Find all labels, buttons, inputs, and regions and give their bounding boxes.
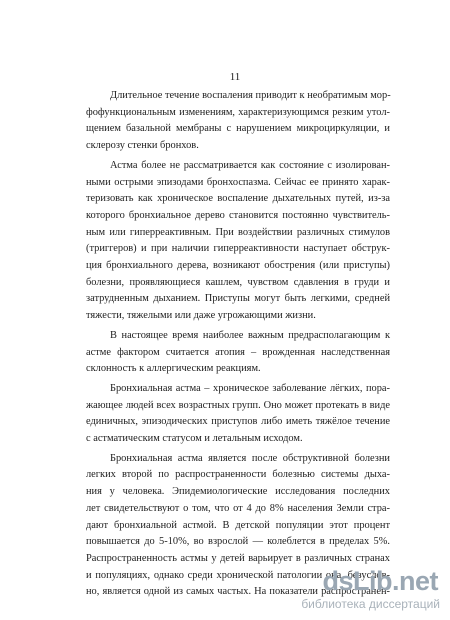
text-line: склонность к аллергическим реакциям. [86,363,261,375]
watermark-logo-text: dsLib.net [322,566,438,596]
paragraph [86,88,390,155]
watermark-logo [323,566,439,596]
text-line: склерозу стенки бронхов. [86,140,199,152]
text-line: ния у человека. Эпидемиологические исследования последних [86,486,390,498]
text-line: фофункциональным изменениям, характеризующимся резким утол- [86,106,390,118]
text-line: ция бронхиального дерева, возникают обострения (или приступы) [86,260,390,272]
text-line: единичных, эпизодических приступов либо иметь тяжёлое течение [86,416,390,428]
page-body [86,88,390,601]
text-line: астме фактором считается атопия – врожденная наследственная [86,346,390,358]
text-line: дают бронхиальной астмой. В детской популяции этот процент [86,519,390,531]
text-line: В настоящее время наиболее важным предрасполагающим к [110,329,390,341]
text-line: Длительное течение воспаления приводит к необратимым мор- [110,90,391,101]
text-line: щением базальной мембраны с нарушением микроциркуляции, и [86,123,390,135]
paragraph [86,381,390,448]
text-line: с астматическим статусом и летальным исходом. [86,433,303,445]
paragraph [86,328,390,378]
text-line: Астма более не рассматривается как состояние с изолирован- [110,159,390,171]
text-line: и популяциях, однако среди хронической патологии она, безуслов- [86,569,390,581]
page-number: 11 [229,71,241,83]
text-line: (триггеров) и при наличии гиперреактивности наступает обструк- [86,243,390,255]
text-line: легких второй по распространенности болезнью системы дыха- [86,469,390,481]
text-line: лет свидетельствуют о том, что от 4 до 8% населения Земли стра- [86,502,390,514]
text-line: ным или гиперреактивным. При воздействии различных стимулов [86,226,390,238]
watermark [272,566,444,614]
text-line: Бронхиальная астма является после обструктивной болезни [110,452,390,464]
text-line: повышается до 5-10%, во взрослой — колеблется в пределах 5%. [86,536,390,548]
text-line: затрудненным дыханием. Приступы могут быть легкими, средней [86,293,390,305]
text-line: болезни, проявляющиеся кашлем, чувством сдавления в груди и [86,276,390,288]
text-line: ными острыми эпизодами бронхоспазма. Сейчас ее принято харак- [86,176,390,188]
text-line: жающее людей всех возрастных групп. Оно может протекать в виде [86,399,390,411]
text-line: но, является одной из самых частых. На показатели распространен- [86,586,390,598]
text-line: тяжести, тяжелыми или даже угрожающими жизни. [86,310,316,322]
paragraph [86,158,390,325]
text-line: которого бронхиальное дерево становится постоянно чувствитель- [86,209,390,221]
text-line: Бронхиальная астма – хроническое заболевание лёгких, пора- [110,382,390,394]
watermark-tagline: библиотека диссертаций [301,597,440,611]
text-line: теризовать как хроническое воспаление дыхательных путей, из-за [86,193,390,205]
text-line: Распространенность астмы у детей варьирует в различных странах [86,552,390,564]
